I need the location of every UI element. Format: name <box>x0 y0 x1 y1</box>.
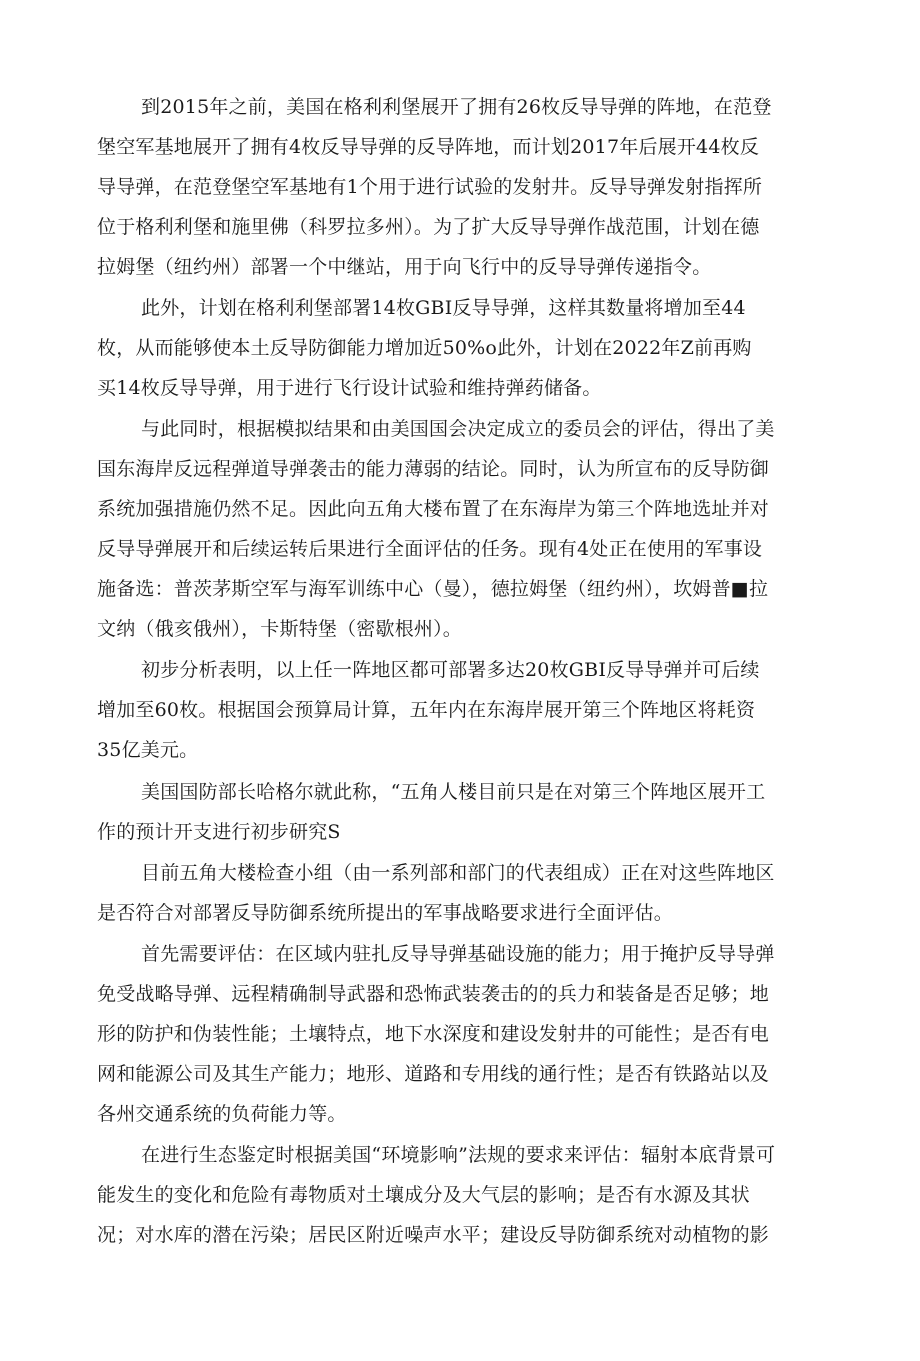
paragraph-6-line-1: 目前五角大楼检查小组（由一系列部和部门的代表组成）正在对这些阵地区 <box>141 862 775 884</box>
paragraph-3-line-1: 与此同时，根据模拟结果和由美国国会决定成立的委员会的评估，得出了美 <box>141 418 775 440</box>
paragraph-1-line-1: 到2015年之前，美国在格利利堡展开了拥有26枚反导导弹的阵地，在范登 <box>141 96 772 118</box>
paragraph-3-line-6: 文纳（俄亥俄州），卡斯特堡（密歇根州）。 <box>97 618 463 640</box>
paragraph-8-line-1: 在进行生态鉴定时根据美国“环境影响”法规的要求来评估：辐射本底背景可 <box>141 1144 776 1166</box>
paragraph-3-line-3: 系统加强措施仍然不足。因此向五角大楼布置了在东海岸为第三个阵地选址并对 <box>97 498 770 520</box>
paragraph-7-line-4: 网和能源公司及其生产能力；地形、道路和专用线的通行性；是否有铁路站以及 <box>97 1063 770 1085</box>
paragraph-8-line-2: 能发生的变化和危险有毒物质对土壤成分及大气层的影响；是否有水源及其状 <box>97 1184 750 1206</box>
paragraph-1-line-2: 堡空军基地展开了拥有4枚反导导弹的反导阵地，而计划2017年后展开44枚反 <box>97 136 760 158</box>
paragraph-5-line-1: 美国国防部长哈格尔就此称，“五角人楼目前只是在对第三个阵地区展开工 <box>141 781 766 803</box>
paragraph-1-line-3: 导导弹，在范登堡空军基地有1个用于进行试验的发射井。反导导弹发射指挥所 <box>97 176 763 198</box>
paragraph-4-line-1: 初步分析表明，以上任一阵地区都可部署多达20枚GBI反导导弹并可后续 <box>141 659 760 681</box>
paragraph-3-line-5: 施备选：普茨茅斯空军与海军训练中心（曼），德拉姆堡（纽约州），坎姆普■拉 <box>97 578 769 600</box>
paragraph-6-line-2: 是否符合对部署反导防御系统所提出的军事战略要求进行全面评估。 <box>97 902 674 924</box>
paragraph-3-line-2: 国东海岸反远程弹道导弹袭击的能力薄弱的结论。同时，认为所宣布的反导防御 <box>97 458 770 480</box>
paragraph-8-line-3: 况；对水库的潜在污染；居民区附近噪声水平；建设反导防御系统对动植物的影 <box>97 1224 770 1246</box>
paragraph-2-line-2: 枚，从而能够使本土反导防御能力增加近50%o此外，计划在2022年Z前再购 <box>97 337 752 359</box>
paragraph-4-line-2: 增加至60枚。根据国会预算局计算，五年内在东海岸展开第三个阵地区将耗资 <box>97 699 756 721</box>
paragraph-1-line-5: 拉姆堡（纽约州）部署一个中继站，用于向飞行中的反导导弹传递指令。 <box>97 256 712 278</box>
paragraph-5-line-2: 作的预计开支进行初步研究S <box>97 821 341 843</box>
paragraph-7-line-1: 首先需要评估：在区域内驻扎反导导弹基础设施的能力；用于掩护反导导弹 <box>141 943 775 965</box>
paragraph-3-line-4: 反导导弹展开和后续运转后果进行全面评估的任务。现有4处正在使用的军事设 <box>97 538 763 560</box>
paragraph-1-line-4: 位于格利利堡和施里佛（科罗拉多州）。为了扩大反导导弹作战范围，计划在德 <box>97 216 760 238</box>
paragraph-2-line-3: 买14枚反导导弹，用于进行飞行设计试验和维持弹药储备。 <box>97 377 602 399</box>
paragraph-4-line-3: 35亿美元。 <box>97 739 199 761</box>
paragraph-7-line-2: 免受战略导弹、远程精确制导武器和恐怖武装袭击的的兵力和装备是否足够；地 <box>97 983 770 1005</box>
paragraph-7-line-5: 各州交通系统的负荷能力等。 <box>97 1103 347 1125</box>
paragraph-2-line-1: 此外，计划在格利利堡部署14枚GBI反导导弹，这样其数量将增加至44 <box>141 297 746 319</box>
paragraph-7-line-3: 形的防护和伪装性能；土壤特点，地下水深度和建设发射井的可能性；是否有电 <box>97 1023 770 1045</box>
